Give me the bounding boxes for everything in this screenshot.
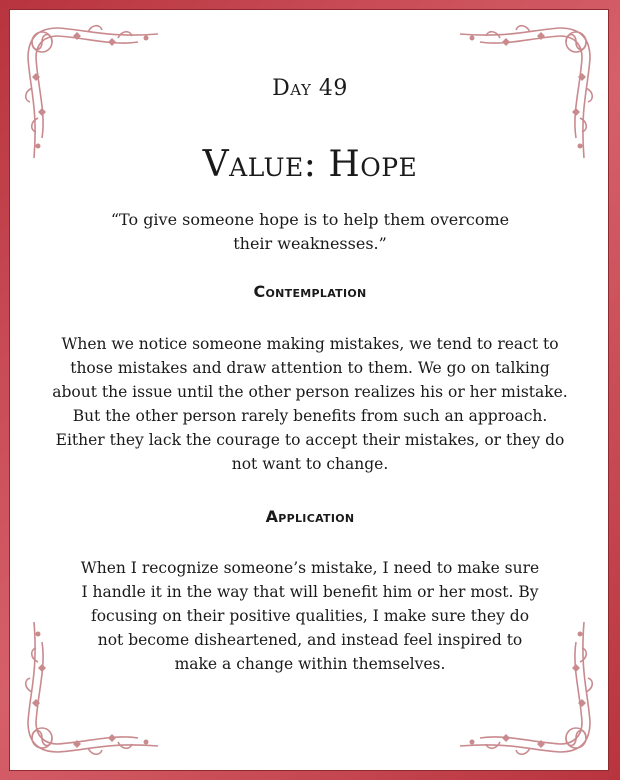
page-sheet xyxy=(9,9,609,771)
contemplation-body: When we notice someone making mistakes, we tend to react to those mistakes and draw attention to them. We go on talking about the issue until the other person realizes his or her mistake. But the other person rarely benefits from such an approach. Either they lack the courage to accept their mistakes, or they do not want to change. xyxy=(52,335,568,473)
day-label: Day 49 xyxy=(272,76,348,101)
application-heading: Application xyxy=(265,507,355,526)
quote-text: “To give someone hope is to help them overcome their weaknesses.” xyxy=(110,210,510,253)
contemplation-heading: Contemplation xyxy=(253,282,367,301)
application-body: When I recognize someone’s mistake, I need to make sure I handle it in the way that will benefit him or her most. By focusing on their positive qualities, I make sure they do not become disheartened, and instead feel inspired to make a change within themselves. xyxy=(80,559,540,673)
value-title: Value: Hope xyxy=(202,144,418,185)
